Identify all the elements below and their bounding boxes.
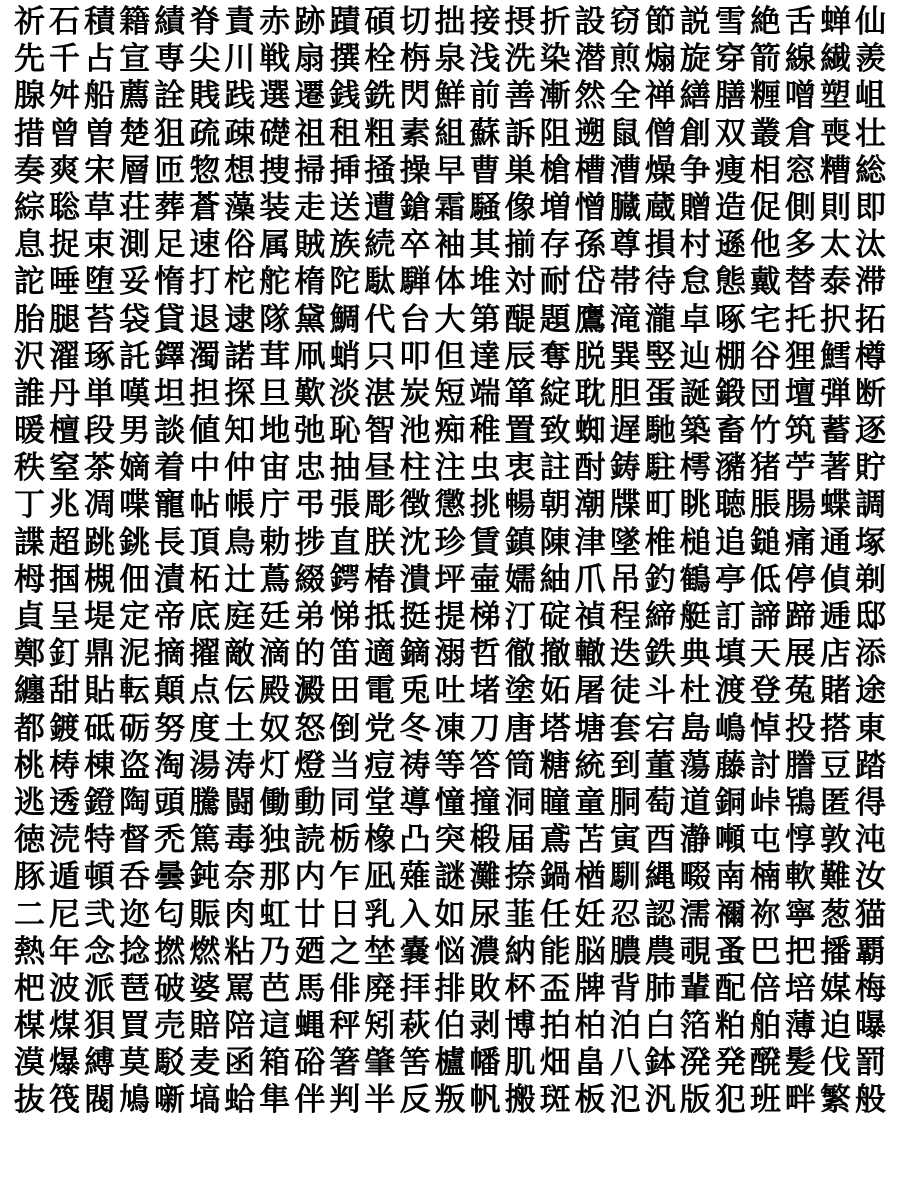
- kanji-line: 栂掴槻佃漬柘辻蔦綴鍔椿潰坪壷嬬紬爪吊釣鶴亭低停偵剃: [14, 561, 886, 598]
- kanji-line: 丁兆凋喋寵帖帳庁弔張彫徴懲挑暢朝潮牒町眺聴脹腸蝶調: [14, 487, 886, 524]
- kanji-line: 鄭釘鼎泥摘擢敵滴的笛適鏑溺哲徹撤轍迭鉄典填天展店添: [14, 636, 886, 673]
- kanji-line: 二尼弐迩匂賑肉虹廿日乳入如尿韮任妊忍認濡禰祢寧葱猫: [14, 896, 886, 933]
- kanji-line: 諜超跳銚長頂鳥勅捗直朕沈珍賃鎮陳津墜椎槌追鎚痛通塚: [14, 524, 886, 561]
- kanji-line: 逃透鐙陶頭騰闘働動同堂導憧撞洞瞳童胴萄道銅峠鴇匿得: [14, 784, 886, 821]
- kanji-line: 祈石積籍績脊責赤跡蹟碩切拙接摂折設窃節説雪絶舌蝉仙: [14, 4, 886, 40]
- kanji-line: 抜筏閥鳩噺塙蛤隼伴判半反叛帆搬斑板氾汎版犯班畔繁般: [14, 1082, 886, 1119]
- kanji-line: 暖檀段男談値知地弛恥智池痴稚置致蜘遅馳築畜竹筑蓄逐: [14, 413, 886, 450]
- kanji-line: 沢濯琢託鐸濁諾茸凧蛸只叩但達辰奪脱巽竪辿棚谷狸鱈樽: [14, 338, 886, 375]
- kanji-line: 楳煤狽買売賠陪這蝿秤矧萩伯剥博拍柏泊白箔粕舶薄迫曝: [14, 1008, 886, 1045]
- kanji-lines: [14, 4, 886, 1120]
- kanji-line: 漠爆縛莫駁麦函箱硲箸肇筈櫨幡肌畑畠八鉢溌発醗髪伐罰: [14, 1045, 886, 1082]
- kanji-line: 秩窒茶嫡着中仲宙忠抽昼柱注虫衷註酎鋳駐樗瀦猪苧著貯: [14, 450, 886, 487]
- kanji-line: 措曾曽楚狙疏疎礎祖租粗素組蘇訴阻遡鼠僧創双叢倉喪壮: [14, 115, 886, 152]
- kanji-line: 息捉束測足速俗属賊族続卒袖其揃存孫尊損村遜他多太汰: [14, 227, 886, 264]
- kanji-line: 腺舛船薦詮賎践選遷銭銑閃鮮前善漸然全禅繕膳糎噌塑岨: [14, 78, 886, 115]
- kanji-line: 豚遁頓呑曇鈍奈那内乍凪薙謎灘捺鍋楢馴縄畷南楠軟難汝: [14, 859, 886, 896]
- kanji-line: 桃梼棟盗淘湯涛灯燈当痘祷等答筒糖統到董蕩藤討謄豆踏: [14, 747, 886, 784]
- kanji-line: 都鍍砥砺努度土奴怒倒党冬凍刀唐塔塘套宕島嶋悼投搭東: [14, 710, 886, 747]
- kanji-line: 徳涜特督禿篤毒独読栃橡凸突椴届鳶苫寅酉瀞噸屯惇敦沌: [14, 822, 886, 859]
- kanji-line: 綜聡草荘葬蒼藻装走送遭鎗霜騒像増憎臓蔵贈造促側則即: [14, 189, 886, 226]
- kanji-line: 奏爽宋層匝惣想捜掃挿掻操早曹巣槍槽漕燥争痩相窓糟総: [14, 152, 886, 189]
- kanji-line: 纏甜貼転顛点伝殿澱田電兎吐堵塗妬屠徒斗杜渡登菟賭途: [14, 673, 886, 710]
- kanji-line: 胎腿苔袋貸退逮隊黛鯛代台大第醍題鷹滝瀧卓啄宅托択拓: [14, 301, 886, 338]
- kanji-line: 誰丹単嘆坦担探旦歎淡湛炭短端箪綻耽胆蛋誕鍛団壇弾断: [14, 375, 886, 412]
- kanji-line: 先千占宣専尖川戦扇撰栓栴泉浅洗染潜煎煽旋穿箭線繊羨: [14, 41, 886, 78]
- kanji-line: 熱年念捻撚燃粘乃廼之埜嚢悩濃納能脳膿農覗蚤巴把播覇: [14, 933, 886, 970]
- kanji-line: 杷波派琶破婆罵芭馬俳廃拝排敗杯盃牌背肺輩配倍培媒梅: [14, 970, 886, 1007]
- kanji-line: 詑唾堕妥惰打柁舵楕陀駄騨体堆対耐岱帯待怠態戴替泰滞: [14, 264, 886, 301]
- kanji-line: 貞呈堤定帝底庭廷弟悌抵挺提梯汀碇禎程締艇訂諦蹄逓邸: [14, 599, 886, 635]
